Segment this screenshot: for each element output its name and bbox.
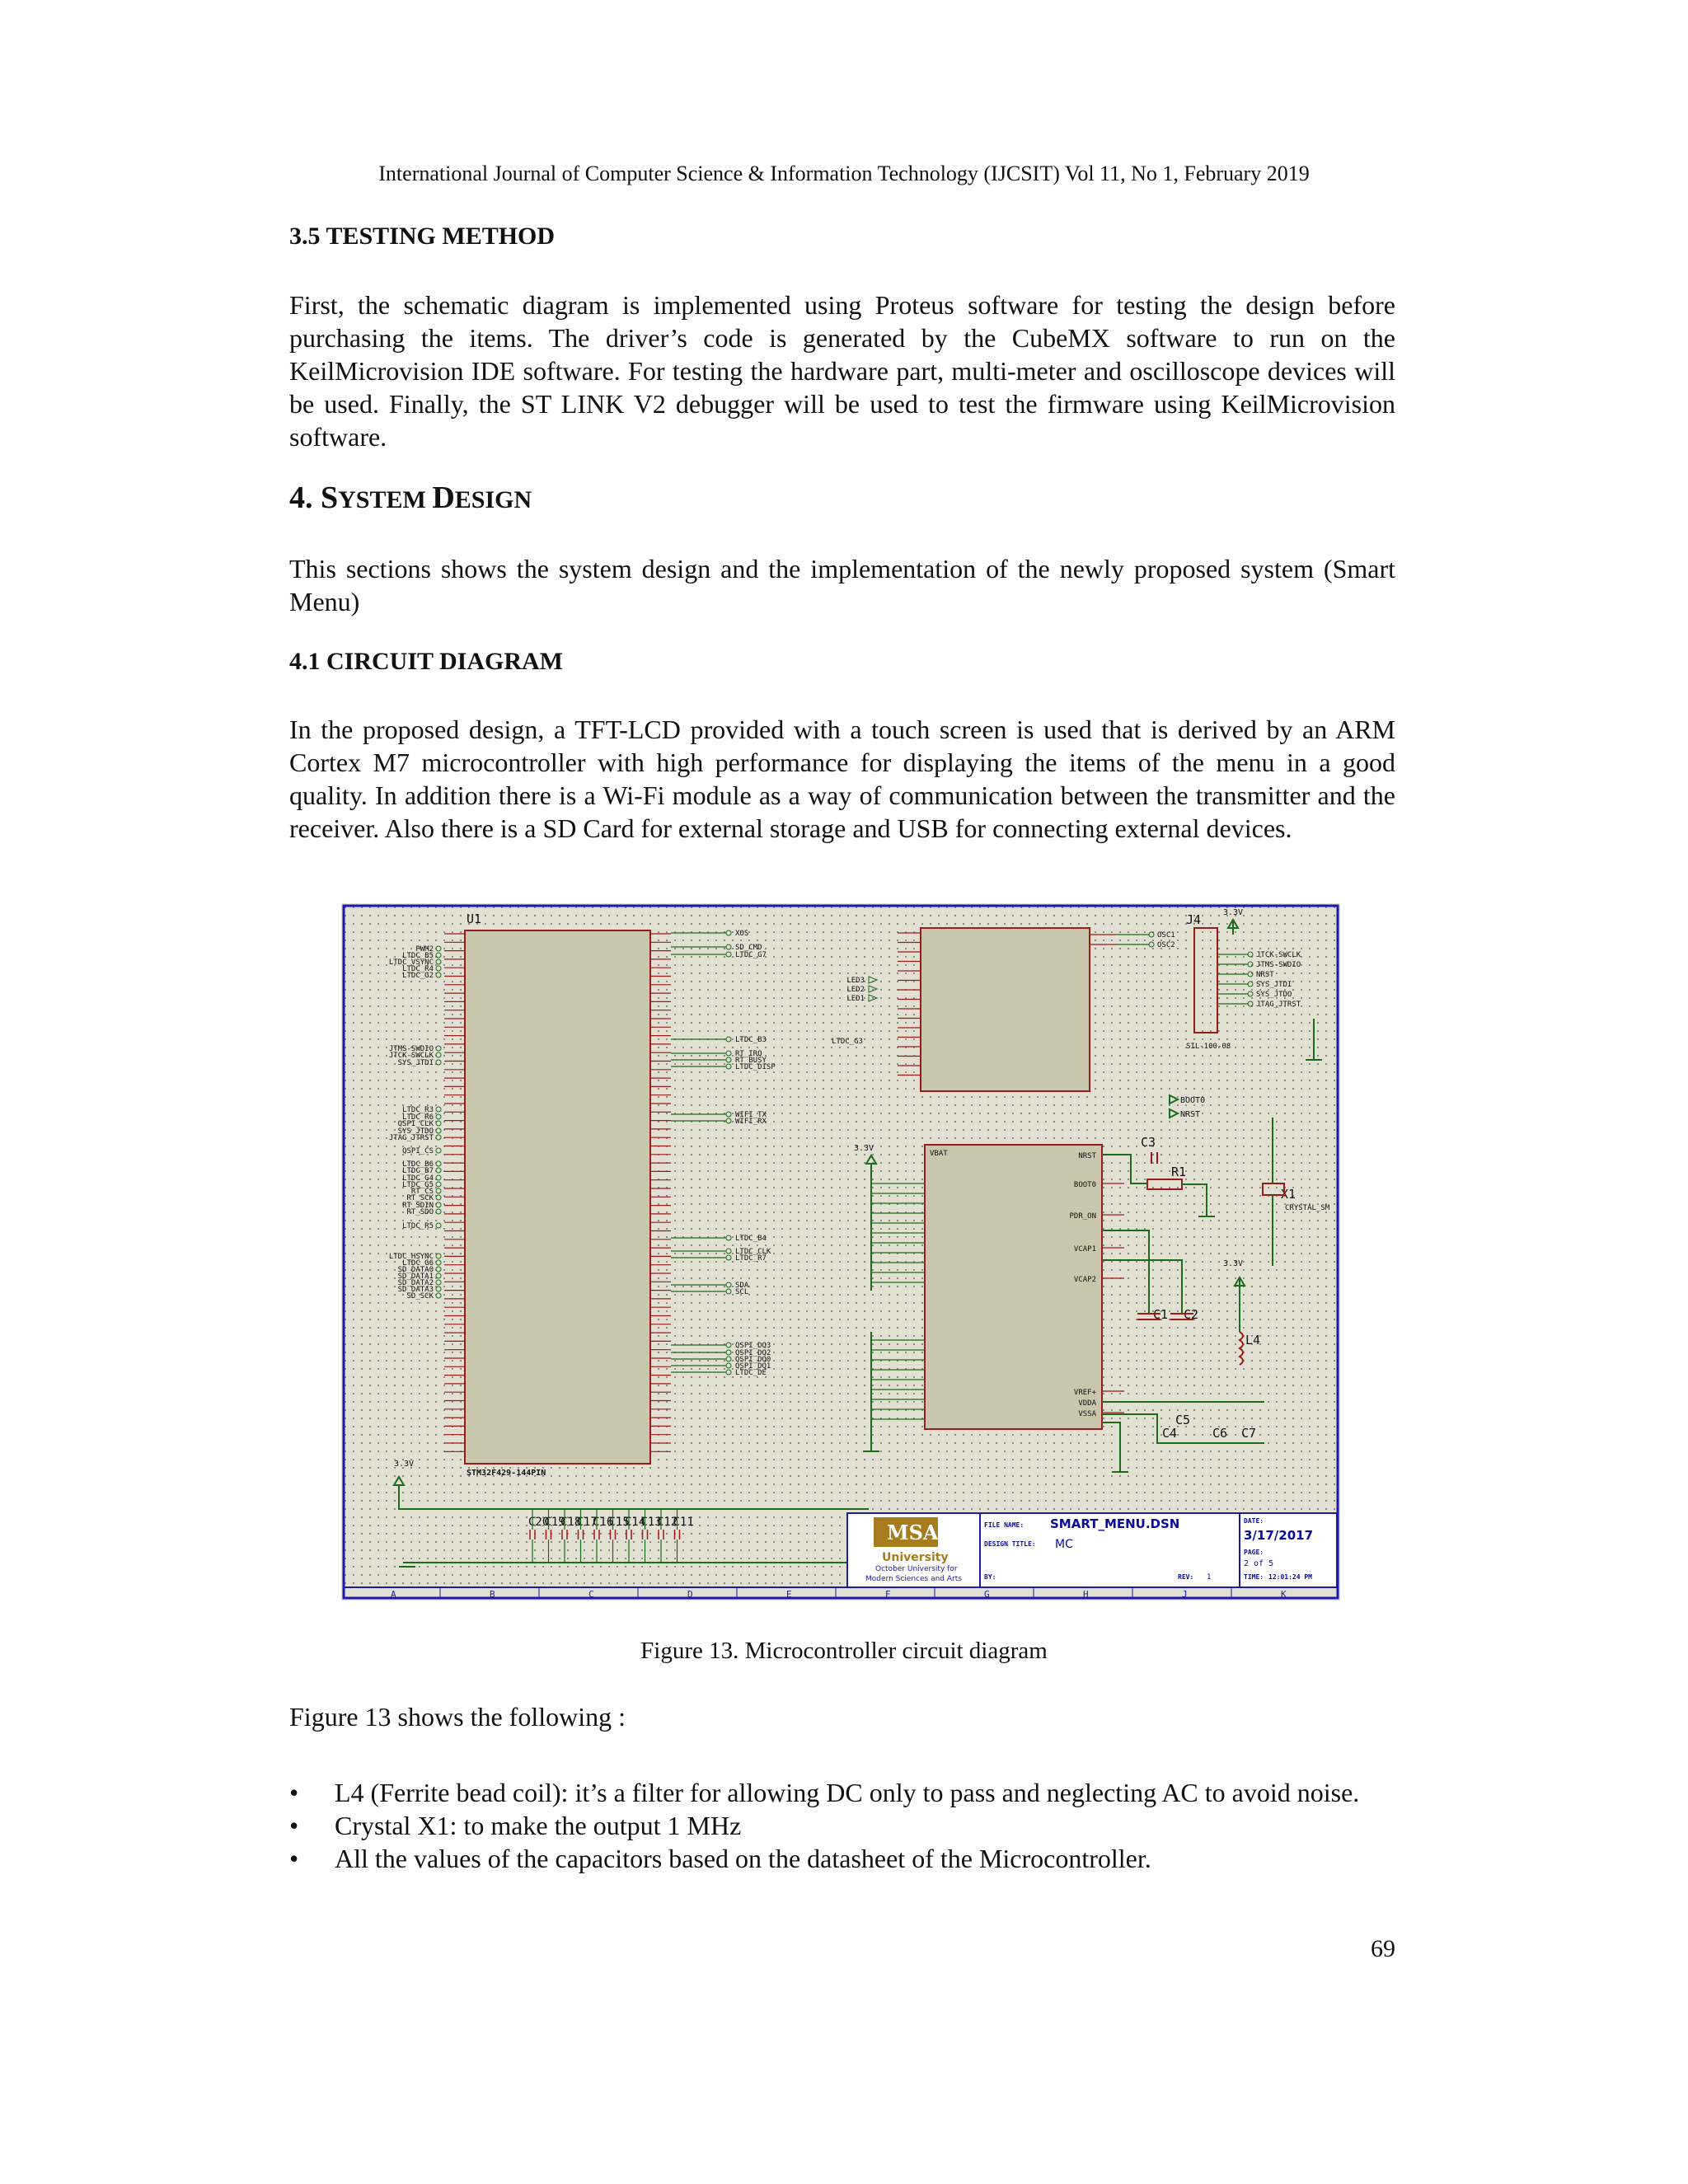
left-net-label: SD_DATA0 (397, 1266, 434, 1274)
section-4-heading: 4. SYSTEM DESIGN (289, 480, 532, 515)
c2-ref: C2 (1184, 1307, 1199, 1322)
right-net-label: XOS (735, 930, 749, 938)
v33-label-left: 3.3V (394, 1460, 415, 1469)
left-net-label: JTAG_JTRST (388, 1134, 434, 1142)
u2-pin-label: NRST (1078, 1152, 1096, 1160)
left-net-label: LTDC_R6 (402, 1113, 434, 1122)
logo-line3: Modern Sciences and Arts (865, 1575, 962, 1583)
border-letter: J (1182, 1589, 1188, 1600)
time-value: 12:01:24 PM (1268, 1573, 1312, 1581)
page-number: 69 (1371, 1935, 1395, 1962)
c3-ref: C3 (1141, 1135, 1156, 1150)
j4-pin-label: SYS_JTDO (1256, 991, 1292, 999)
cap-row-label: C20 (528, 1516, 550, 1529)
j4-pin-label: JTAG_JTRST (1256, 1001, 1301, 1009)
file-name: SMART_MENU.DSN (1050, 1516, 1180, 1531)
c1-ref: C1 (1153, 1307, 1169, 1322)
paragraph-figure-intro: Figure 13 shows the following : (289, 1702, 626, 1732)
left-net-label: LTDC_HSYNC (388, 1253, 434, 1261)
c6-ref: C6 (1212, 1426, 1228, 1441)
osc-label: OSC2 (1157, 941, 1175, 949)
bullet-list (289, 1776, 1395, 1875)
date-label: DATE: (1244, 1517, 1264, 1525)
left-net-label: LTDC_G4 (402, 1174, 434, 1183)
u2-pin-label: VSSA (1078, 1410, 1096, 1418)
nrst-label: NRST (1180, 1110, 1201, 1119)
rev-value: 1 (1207, 1573, 1212, 1582)
right-net-label: LTDC_CLK (735, 1248, 771, 1256)
border-letter: F (885, 1589, 891, 1600)
osc-label: OSC1 (1157, 931, 1175, 940)
led-label: LED3 (846, 977, 865, 985)
page-value: 2 of 5 (1244, 1559, 1274, 1568)
left-net-label: PWM2 (415, 945, 434, 954)
left-net-label: LTDC_G6 (402, 1259, 434, 1268)
right-net-label: RT_BUSY (735, 1057, 767, 1065)
msa-logo: MSA (887, 1521, 939, 1544)
page-label: PAGE: (1244, 1549, 1264, 1556)
u2-pin-label: VCAP1 (1073, 1245, 1096, 1254)
left-net-label: RT_SCK (406, 1194, 434, 1202)
left-net-label: SD_DATA1 (397, 1272, 434, 1281)
u2-pin-label: VBAT (930, 1150, 948, 1158)
date-value: 3/17/2017 (1244, 1528, 1314, 1543)
c5-ref: C5 (1175, 1413, 1191, 1427)
boot0-label: BOOT0 (1180, 1096, 1206, 1105)
u2-pin-label: VCAP2 (1073, 1276, 1096, 1284)
border-letter: D (687, 1589, 693, 1600)
paragraph-circuit-diagram: In the proposed design, a TFT-LCD provided with a touch screen is used that is derived by an ARM Cortex M7 microcontroller with high performance for displaying the items of the menu in a good quality. In addition there is a Wi-Fi module as a way of communication between the transmitter and the receiver. Also there is a SD Card for external storage and USB for connecting external devices. (289, 715, 1395, 843)
section-3-5-heading: 3.5 TESTING METHOD (289, 223, 556, 250)
cap-row-label: C13 (640, 1516, 662, 1529)
bullet-dot: • (289, 1811, 299, 1840)
c4-ref: C4 (1162, 1426, 1178, 1441)
u1-ref: U1 (467, 912, 482, 926)
right-net-label: QSPI_DQ3 (735, 1342, 771, 1350)
border-letter: E (786, 1589, 792, 1600)
left-net-label: QSPI_CS (402, 1147, 434, 1155)
v33-label-mid: 3.3V (854, 1144, 874, 1153)
right-net-label: SDA (735, 1282, 749, 1290)
cap-row-label: C12 (657, 1516, 678, 1529)
border-letter: C (588, 1589, 594, 1600)
right-net-label: QSPI_DQ0 (735, 1356, 771, 1364)
left-net-label: RT_SDO (406, 1208, 434, 1216)
j4-pin-label: SYS_JTDI (1256, 981, 1292, 989)
right-net-label: WIFI_TX (735, 1111, 767, 1119)
border-letter: A (391, 1589, 396, 1600)
left-net-label: LTDC_B5 (402, 952, 434, 960)
by-label: BY: (984, 1573, 996, 1581)
time-label: TIME: (1244, 1573, 1264, 1581)
left-net-label: SD_DATA3 (397, 1286, 434, 1294)
left-net-label: LTDC_R4 (402, 965, 434, 973)
v33-label-l4: 3.3V (1223, 1259, 1244, 1268)
left-net-label: QSPI_CLK (397, 1120, 434, 1128)
left-net-label: LTDC_B7 (402, 1167, 434, 1175)
led-label: LED2 (846, 986, 865, 994)
right-net-label: SCL (735, 1288, 749, 1296)
j4-ref: J4 (1186, 912, 1202, 927)
right-net-label: QSPI_DQ2 (735, 1349, 771, 1357)
l4-ref: L4 (1245, 1333, 1261, 1347)
left-net-label: JTMS-SWDIO (388, 1045, 434, 1053)
bullet-dot: • (289, 1778, 299, 1807)
left-net-label: LTDC_VSYNC (388, 958, 434, 967)
right-net-label: LTDC_B3 (735, 1036, 767, 1044)
right-net-label: LTDC_G7 (735, 951, 767, 959)
cap-row-label: C16 (593, 1516, 614, 1529)
left-net-label: LTDC_R3 (402, 1106, 434, 1114)
left-net-label: LTDC_G5 (402, 1181, 434, 1189)
cap-row-label: C19 (544, 1516, 565, 1529)
u2-pin-label: BOOT0 (1073, 1181, 1096, 1189)
led-label: LED1 (846, 995, 865, 1003)
right-net-label: LTDC_DE (735, 1369, 767, 1377)
bullet-item: • Crystal X1: to make the output 1 MHz (289, 1811, 742, 1840)
left-net-label: SD_SCK (406, 1292, 434, 1301)
bullet-item: • L4 (Ferrite bead coil): it’s a filter for allowing DC only to pass and neglecting AC to avoid noise. (289, 1778, 1360, 1807)
r1-ref: R1 (1171, 1165, 1187, 1179)
rev-label: REV: (1178, 1573, 1194, 1581)
left-net-label: RT_SDIN (402, 1202, 434, 1210)
x1-part: CRYSTAL_SM (1285, 1204, 1330, 1212)
j4-pin-label: JTMS-SWDIO (1256, 961, 1301, 969)
logo-line2: October University for (875, 1565, 958, 1573)
section-4-1-heading: 4.1 CIRCUIT DIAGRAM (289, 648, 563, 675)
left-net-label: LTDC_G2 (402, 972, 434, 980)
u1-part-g-chip (921, 928, 1090, 1091)
paragraph-testing-method: First, the schematic diagram is implemented using Proteus software for testing the design before purchasing the items. The driver’s code is generated by the CubeMX software to run on the KeilMicrovision IDE software. For testing the hardware part, multi-meter and oscilloscope devices will be used. Finally, the ST LINK V2 debugger will be used to test the firmware using KeilMicrovision software. (289, 290, 1395, 452)
title-block (847, 1513, 1337, 1587)
cap-row-label: C11 (673, 1516, 694, 1529)
right-net-label: LTDC_B4 (735, 1235, 767, 1243)
cap-row-label: C14 (625, 1516, 646, 1529)
design-title-label: DESIGN TITLE: (984, 1540, 1036, 1548)
left-net-label: LTDC_B6 (402, 1160, 434, 1169)
logo-university: University (882, 1551, 949, 1564)
j4-part: SIL-100-08 (1186, 1043, 1231, 1051)
border-letter: H (1083, 1589, 1089, 1600)
left-net-label: SD_DATA2 (397, 1279, 434, 1287)
right-net-label: QSPI_DQ1 (735, 1362, 771, 1371)
bullet-dot: • (289, 1844, 299, 1873)
u2-pin-label: VDDA (1078, 1399, 1096, 1408)
v33-label-top: 3.3V (1223, 908, 1244, 917)
journal-header: International Journal of Computer Science & Information Technology (IJCSIT) Vol 11, No 1, February 2019 (378, 162, 1310, 185)
schematic-figure (341, 903, 1340, 1601)
u2-pin-label: VREF+ (1073, 1389, 1096, 1397)
right-net-label: LTDC_DISP (735, 1063, 776, 1071)
left-net-label: RT_CS (410, 1188, 434, 1196)
left-net-label: SYS_JTDO (397, 1127, 434, 1136)
figure-caption: Figure 13. Microcontroller circuit diagram (640, 1638, 1048, 1664)
j4-pin-label: NRST (1256, 971, 1274, 979)
cap-row-label: C17 (576, 1516, 598, 1529)
border-letter: K (1281, 1589, 1287, 1600)
u1-chip (465, 930, 650, 1464)
j4-pin-label: JTCK-SWCLK (1256, 951, 1301, 959)
c7-ref: C7 (1241, 1426, 1257, 1441)
right-net-label: LTDC_R7 (735, 1254, 767, 1263)
bullet-item: • All the values of the capacitors based on the datasheet of the Microcontroller. (289, 1844, 1151, 1873)
right-net-label: SD_CMD (735, 944, 762, 952)
border-letter: G (984, 1589, 990, 1600)
left-net-label: JTCK-SWCLK (388, 1052, 434, 1060)
cap-row-label: C18 (560, 1516, 582, 1529)
paragraph-system-design: This sections shows the system design and the implementation of the newly proposed system (Smart Menu) (289, 554, 1395, 616)
border-letter: B (490, 1589, 495, 1600)
cap-row-label: C15 (608, 1516, 630, 1529)
right-net-label: WIFI_RX (735, 1118, 767, 1126)
left-net-label: LTDC_R5 (402, 1222, 434, 1230)
x1-ref: X1 (1281, 1187, 1296, 1202)
design-title: MC (1055, 1538, 1073, 1551)
u1-part: STM32F429-144PIN (467, 1469, 546, 1478)
ltdc-g3-label: LTDC_G3 (832, 1038, 863, 1046)
left-net-label: SYS_JTDI (397, 1059, 434, 1067)
u2-pin-label: PDR_ON (1069, 1212, 1096, 1221)
right-net-label: RT_IRQ (735, 1050, 762, 1058)
file-name-label: FILE NAME: (984, 1521, 1025, 1529)
